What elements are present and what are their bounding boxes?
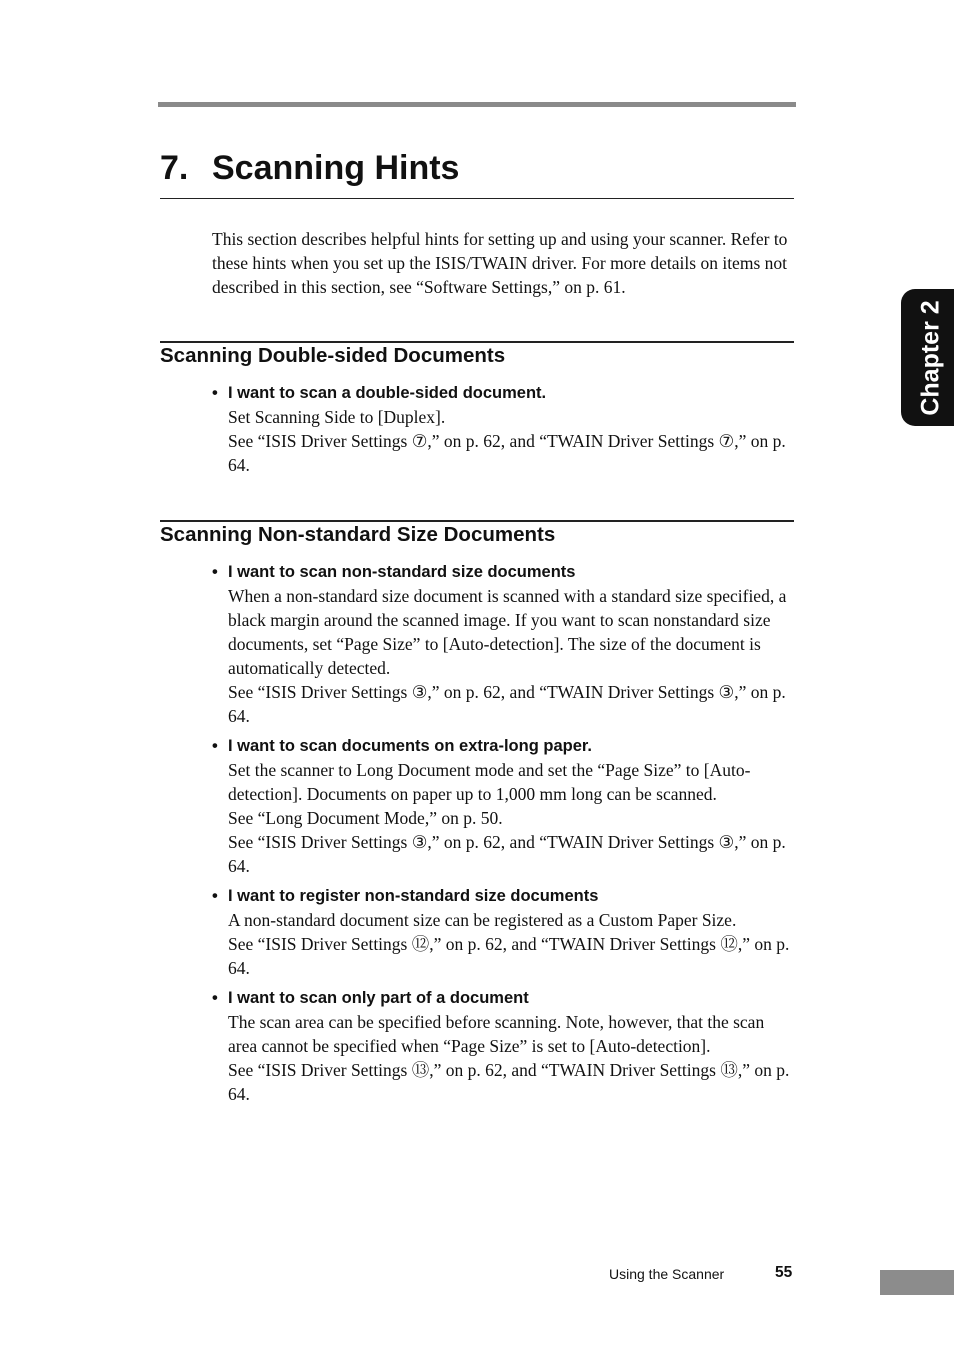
hint-register-custom-size bbox=[212, 884, 794, 980]
hint-extra-long-paper bbox=[212, 734, 794, 878]
hint-line: See “ISIS Driver Settings ⑦,” on p. 62, and “TWAIN Driver Settings ⑦,” on p. 64. bbox=[228, 431, 786, 475]
chapter-tab bbox=[901, 289, 954, 426]
hint-line: See “ISIS Driver Settings ③,” on p. 62, and “TWAIN Driver Settings ③,” on p. 64. bbox=[228, 832, 786, 876]
bullet: • bbox=[212, 384, 218, 402]
hint-line: The scan area can be specified before scanning. Note, however, that the scan area cannot be specified when “Page Size” is set to [Auto-detection]. bbox=[228, 1012, 765, 1056]
hint-line: See “ISIS Driver Settings ⑫,” on p. 62, and “TWAIN Driver Settings ⑫,” on p. 64. bbox=[228, 934, 790, 978]
section-heading-double-sided: Scanning Double-sided Documents bbox=[160, 344, 506, 367]
hint-title: • I want to scan documents on extra-long paper. bbox=[212, 734, 794, 758]
hint-title: • I want to scan non-standard size documents bbox=[212, 560, 794, 584]
footer-corner-block bbox=[880, 1270, 954, 1295]
chapter-title-number: 7. bbox=[160, 149, 189, 187]
hint-double-sided bbox=[212, 381, 794, 477]
title-rule bbox=[160, 198, 794, 199]
hint-title: • I want to scan a double-sided document. bbox=[212, 381, 794, 405]
hint-line: Set the scanner to Long Document mode and set the “Page Size” to [Auto-detection]. Documents on paper up to 1,000 mm long can be scanned. bbox=[228, 760, 751, 804]
bullet: • bbox=[212, 887, 218, 905]
hint-title: • I want to register non-standard size documents bbox=[212, 884, 794, 908]
footer-section-title: Using the Scanner bbox=[609, 1266, 725, 1282]
hint-line: A non-standard document size can be registered as a Custom Paper Size. bbox=[228, 910, 737, 930]
chapter-title-text: Scanning Hints bbox=[212, 149, 460, 187]
intro-paragraph: This section describes helpful hints for setting up and using your scanner. Refer to these hints when you set up the ISIS/TWAIN driver. For more details on items not described in this section, see “Software Settings,” on p. 61. bbox=[212, 229, 788, 297]
chapter-title bbox=[160, 146, 459, 190]
hint-non-standard-size bbox=[212, 560, 794, 728]
page-number: 55 bbox=[775, 1264, 793, 1281]
bullet: • bbox=[212, 989, 218, 1007]
section-heading-non-standard: Scanning Non-standard Size Documents bbox=[160, 523, 556, 546]
hint-line: See “ISIS Driver Settings ⑬,” on p. 62, and “TWAIN Driver Settings ⑬,” on p. 64. bbox=[228, 1060, 790, 1104]
hint-line: See “ISIS Driver Settings ③,” on p. 62, and “TWAIN Driver Settings ③,” on p. 64. bbox=[228, 682, 786, 726]
hint-line: Set Scanning Side to [Duplex]. bbox=[228, 407, 446, 427]
hint-title: • I want to scan only part of a document bbox=[212, 986, 794, 1010]
bullet: • bbox=[212, 737, 218, 755]
hint-line: When a non-standard size document is scanned with a standard size specified, a black margin around the scanned image. If you want to scan nonstandard size documents, set “Page Size” to [Auto-detection]. The size of the document is automatically detected. bbox=[228, 586, 787, 678]
hint-partial-scan bbox=[212, 986, 794, 1106]
bullet: • bbox=[212, 563, 218, 581]
chapter-tab-label: Chapter 2 bbox=[916, 299, 945, 416]
hint-line: See “Long Document Mode,” on p. 50. bbox=[228, 808, 503, 828]
top-rule bbox=[158, 102, 796, 107]
